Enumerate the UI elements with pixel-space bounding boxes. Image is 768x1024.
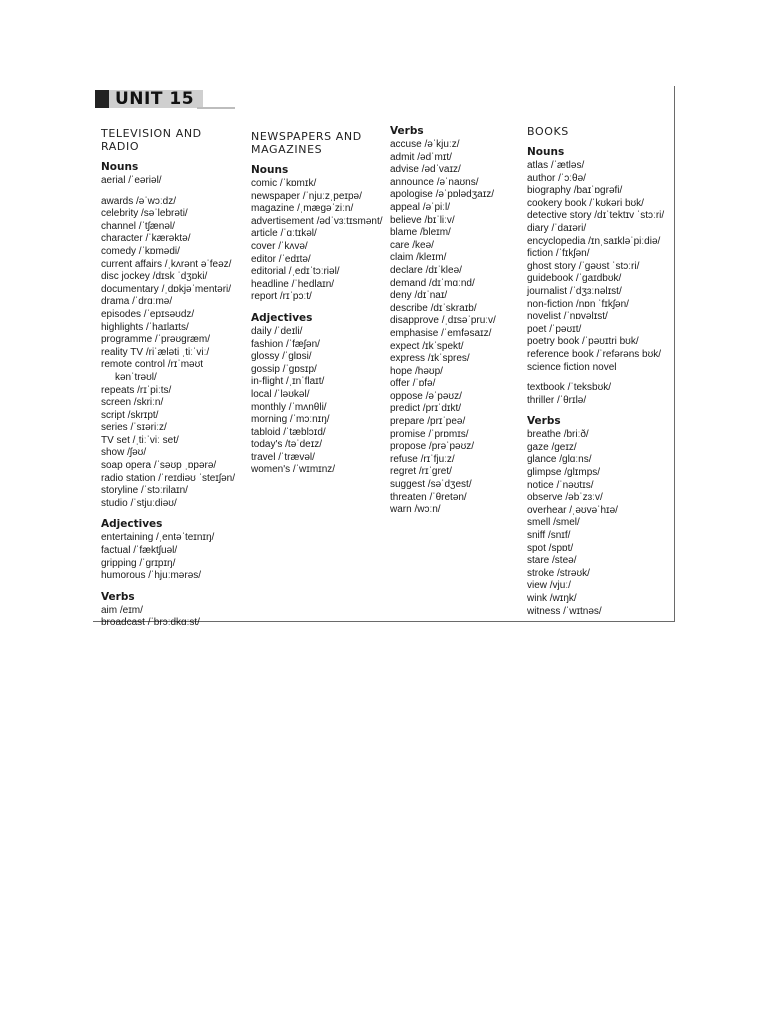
- vocab-entry: studio /ˈstjuːdiəʊ/: [101, 497, 177, 509]
- vocab-entry: glossy /ˈɡlɒsi/: [251, 351, 312, 363]
- vocab-entry: diary /ˈdaɪəri/: [527, 222, 587, 234]
- group-heading: Nouns: [527, 146, 565, 158]
- vocab-entry: entertaining /ˌentəˈteɪnɪŋ/: [101, 532, 215, 544]
- vocab-entry: warn /wɔːn/: [390, 504, 441, 516]
- vocab-entry: highlights /ˈhaɪlaɪts/: [101, 321, 189, 333]
- vocab-entry: declare /dɪˈkleə/: [390, 264, 462, 276]
- unit-header: [95, 90, 235, 110]
- vocab-entry: predict /prɪˈdɪkt/: [390, 403, 462, 415]
- vocab-entry: newspaper /ˈnjuːzˌpeɪpə/: [251, 190, 362, 202]
- column-books: [527, 125, 672, 618]
- vocab-entry: glimpse /ɡlɪmps/: [527, 467, 601, 479]
- vocab-entry: poetry book /ˈpəʊɪtri bʊk/: [527, 336, 639, 348]
- vocab-entry: episodes /ˈepɪsəʊdz/: [101, 308, 195, 320]
- vocab-entry: channel /ˈtʃænəl/: [101, 220, 175, 232]
- vocab-entry: current affairs /ˌkʌrənt əˈfeəz/: [101, 258, 232, 270]
- vocab-entry: hope /həʊp/: [390, 365, 443, 377]
- vocab-entry: headline /ˈhedlaɪn/: [251, 278, 335, 290]
- vocab-entry: in-flight /ˌɪnˈflaɪt/: [251, 376, 325, 388]
- section-title: TELEVISION AND RADIO: [101, 127, 202, 153]
- vocab-entry: blame /bleɪm/: [390, 227, 451, 239]
- vocab-entry: biography /baɪˈɒɡrəfi/: [527, 185, 623, 197]
- group-heading: Adjectives: [251, 311, 313, 324]
- vocab-entry: expect /ɪkˈspekt/: [390, 340, 464, 352]
- vocab-entry: thriller /ˈθrɪlə/: [527, 394, 587, 406]
- vocab-entry: apologise /əˈpɒlədʒaɪz/: [390, 189, 495, 201]
- vocab-entry: claim /kleɪm/: [390, 252, 447, 264]
- vocab-entry: believe /bɪˈliːv/: [390, 214, 455, 226]
- vocab-entry: programme /ˈprəʊɡræm/: [101, 334, 211, 346]
- vocab-entry: morning /ˈmɔːnɪŋ/: [251, 414, 330, 426]
- vocab-entry: storyline /ˈstɔːrilaɪn/: [101, 485, 188, 497]
- vocab-entry: regret /rɪˈɡret/: [390, 466, 452, 478]
- vocab-entry: comic /ˈkɒmɪk/: [251, 178, 317, 189]
- vocab-entry: monthly /ˈmʌnθli/: [251, 401, 327, 413]
- vocab-entry: aerial /ˈeəriəl/: [101, 175, 162, 186]
- vocab-entry: humorous /ˈhjuːmərəs/: [101, 570, 202, 582]
- vocab-entry: reference book /ˈrefərəns bʊk/: [527, 348, 662, 360]
- vocab-entry: propose /prəˈpəʊz/: [390, 441, 475, 453]
- vocab-entry: broadcast /ˈbrɔːdkɑːst/: [101, 617, 200, 629]
- vocab-entry: fashion /ˈfæʃən/: [251, 338, 320, 350]
- vocab-entry: today's /təˈdeɪz/: [251, 439, 323, 451]
- group-heading: Adjectives: [101, 518, 163, 531]
- vocab-entry: advise /ədˈvaɪz/: [390, 164, 461, 176]
- vocab-entry: describe /dɪˈskraɪb/: [390, 302, 477, 314]
- vocab-entry: stroke /strəʊk/: [527, 567, 590, 579]
- vocab-entry: detective story /dɪˈtektɪv ˈstɔːri/: [527, 210, 665, 222]
- vocab-entry: disc jockey /dɪsk ˈdʒɒki/: [101, 271, 208, 283]
- vocab-entry: science fiction novel: [527, 361, 617, 373]
- vocab-entry: announce /əˈnaʊns/: [390, 176, 479, 188]
- vocab-entry: admit /ədˈmɪt/: [390, 151, 452, 163]
- vocab-entry: local /ˈləʊkəl/: [251, 388, 310, 400]
- group-heading: Verbs: [390, 125, 424, 137]
- vocab-entry: author /ˈɔːθə/: [527, 172, 586, 184]
- vocab-entry: gossip /ˈɡɒsɪp/: [251, 363, 317, 375]
- vocab-entry: editor /ˈedɪtə/: [251, 253, 311, 265]
- vocab-entry: fiction /ˈfɪkʃən/: [527, 248, 590, 260]
- vocab-entry: breathe /briːð/: [527, 429, 589, 441]
- column-television-radio: [101, 127, 241, 630]
- group-heading: Verbs: [101, 590, 135, 603]
- vocab-entry: remote control /rɪˈməʊt: [101, 359, 204, 371]
- vocab-entry: celebrity /səˈlebrəti/: [101, 208, 188, 220]
- vocab-entry: stare /steə/: [527, 555, 577, 567]
- vocab-entry: observe /əbˈzɜːv/: [527, 492, 603, 504]
- spacer: [527, 374, 672, 382]
- vocab-entry: magazine /ˌmæɡəˈziːn/: [251, 203, 354, 215]
- vocab-entry: women's /ˈwɪmɪnz/: [251, 464, 336, 476]
- vocab-entry: ghost story /ˈɡəʊst ˈstɔːri/: [527, 260, 640, 272]
- vocab-entry: radio station /ˈreɪdiəʊ ˈsteɪʃən/: [101, 472, 235, 484]
- vocab-entry: factual /ˈfæktʃuəl/: [101, 545, 178, 557]
- vocab-entry: cookery book /ˈkʊkəri bʊk/: [527, 197, 644, 209]
- vocab-entry: journalist /ˈdʒɜːnəlɪst/: [527, 285, 622, 297]
- vocab-entry: promise /ˈprɒmɪs/: [390, 428, 469, 440]
- vocab-entry: emphasise /ˈemfəsaɪz/: [390, 327, 492, 339]
- section-title: NEWSPAPERS AND MAGAZINES: [251, 130, 362, 156]
- group-heading: Nouns: [251, 164, 289, 176]
- vocab-entry: kənˈtrəʊl/: [115, 371, 157, 383]
- vocab-entry: accuse /əˈkjuːz/: [390, 139, 460, 150]
- vocab-entry: demand /dɪˈmɑːnd/: [390, 277, 475, 289]
- vocab-entry: advertisement /ədˈvɜːtɪsmənt/: [251, 215, 383, 227]
- vocab-entry: gripping /ˈɡrɪpɪŋ/: [101, 557, 176, 569]
- vocab-entry: threaten /ˈθretən/: [390, 491, 467, 503]
- unit-title: UNIT 15: [109, 90, 203, 108]
- vocab-entry: repeats /rɪˈpiːts/: [101, 384, 172, 396]
- vocab-entry: article /ˈɑːtɪkəl/: [251, 228, 317, 240]
- vocab-entry: series /ˈsɪəriːz/: [101, 422, 167, 434]
- vocab-entry: suggest /səˈdʒest/: [390, 479, 472, 491]
- vocab-entry: awards /əˈwɔːdz/: [101, 195, 177, 207]
- vocab-entry: deny /dɪˈnaɪ/: [390, 290, 448, 302]
- spacer: [101, 188, 241, 196]
- vocab-entry: smell /smel/: [527, 517, 580, 529]
- vocab-entry: spot /spɒt/: [527, 542, 574, 554]
- group-heading: Verbs: [527, 415, 561, 428]
- vocab-entry: care /keə/: [390, 239, 434, 251]
- vocab-entry: travel /ˈtrævəl/: [251, 451, 315, 463]
- vocab-entry: editorial /ˌedɪˈtɔːriəl/: [251, 266, 340, 278]
- vocab-entry: character /ˈkærəktə/: [101, 233, 191, 245]
- vocab-entry: atlas /ˈætləs/: [527, 160, 585, 171]
- vocab-entry: cover /ˈkʌvə/: [251, 240, 308, 252]
- vocab-entry: view /vjuː/: [527, 580, 571, 592]
- vocab-entry: novelist /ˈnɒvəlɪst/: [527, 311, 608, 323]
- vocab-entry: documentary /ˌdɒkjəˈmentəri/: [101, 283, 232, 295]
- column-verbs: [390, 125, 520, 517]
- vocab-entry: sniff /snɪf/: [527, 530, 571, 542]
- vocab-entry: overhear /ˌəʊvəˈhɪə/: [527, 504, 618, 516]
- vocab-entry: reality TV /riˈæləti ˌtiːˈviː/: [101, 346, 210, 358]
- vocab-entry: TV set /ˌtiːˈviː set/: [101, 434, 179, 446]
- vocab-entry: wink /wɪŋk/: [527, 593, 577, 604]
- vocab-entry: textbook /ˈteksbʊk/: [527, 382, 612, 394]
- vocab-entry: appeal /əˈpiːl/: [390, 201, 451, 213]
- vocab-entry: gaze /ɡeɪz/: [527, 441, 577, 453]
- vocab-entry: prepare /prɪˈpeə/: [390, 416, 466, 428]
- vocab-entry: tabloid /ˈtæblɔɪd/: [251, 426, 326, 438]
- vocab-entry: disapprove /ˌdɪsəˈpruːv/: [390, 315, 496, 327]
- vocab-entry: daily /ˈdeɪli/: [251, 325, 303, 337]
- vocab-entry: soap opera /ˈsəʊp ˌɒpərə/: [101, 460, 217, 472]
- vocab-entry: screen /skriːn/: [101, 397, 164, 409]
- vocab-entry: poet /ˈpəʊɪt/: [527, 323, 582, 335]
- section-title: BOOKS: [527, 125, 569, 138]
- vocab-entry: aim /eɪm/: [101, 604, 143, 616]
- vocab-entry: drama /ˈdrɑːmə/: [101, 296, 173, 308]
- vocab-entry: glance /ɡlɑːns/: [527, 454, 592, 466]
- vocab-entry: offer /ˈɒfə/: [390, 378, 436, 390]
- vocab-entry: guidebook /ˈɡaɪdbʊk/: [527, 273, 622, 285]
- vocab-entry: oppose /əˈpəʊz/: [390, 390, 462, 402]
- vocab-entry: report /rɪˈpɔːt/: [251, 291, 312, 303]
- vocab-entry: show /ʃəʊ/: [101, 447, 147, 459]
- vocab-entry: script /skrɪpt/: [101, 409, 159, 421]
- vocab-entry: express /ɪkˈspres/: [390, 353, 470, 365]
- vocab-entry: encyclopedia /ɪnˌsaɪkləˈpiːdiə/: [527, 235, 661, 247]
- vocab-entry: non-fiction /nɒn ˈfɪkʃən/: [527, 298, 629, 310]
- vocab-entry: witness /ˈwɪtnəs/: [527, 605, 602, 617]
- unit-rule: [197, 107, 235, 109]
- vocab-entry: comedy /ˈkɒmədi/: [101, 245, 180, 257]
- column-newspapers-magazines: [251, 130, 386, 477]
- group-heading: Nouns: [101, 161, 139, 173]
- vocab-entry: notice /ˈnəʊtɪs/: [527, 479, 594, 491]
- unit-marker-block: [95, 90, 109, 108]
- vocab-entry: refuse /rɪˈfjuːz/: [390, 453, 455, 465]
